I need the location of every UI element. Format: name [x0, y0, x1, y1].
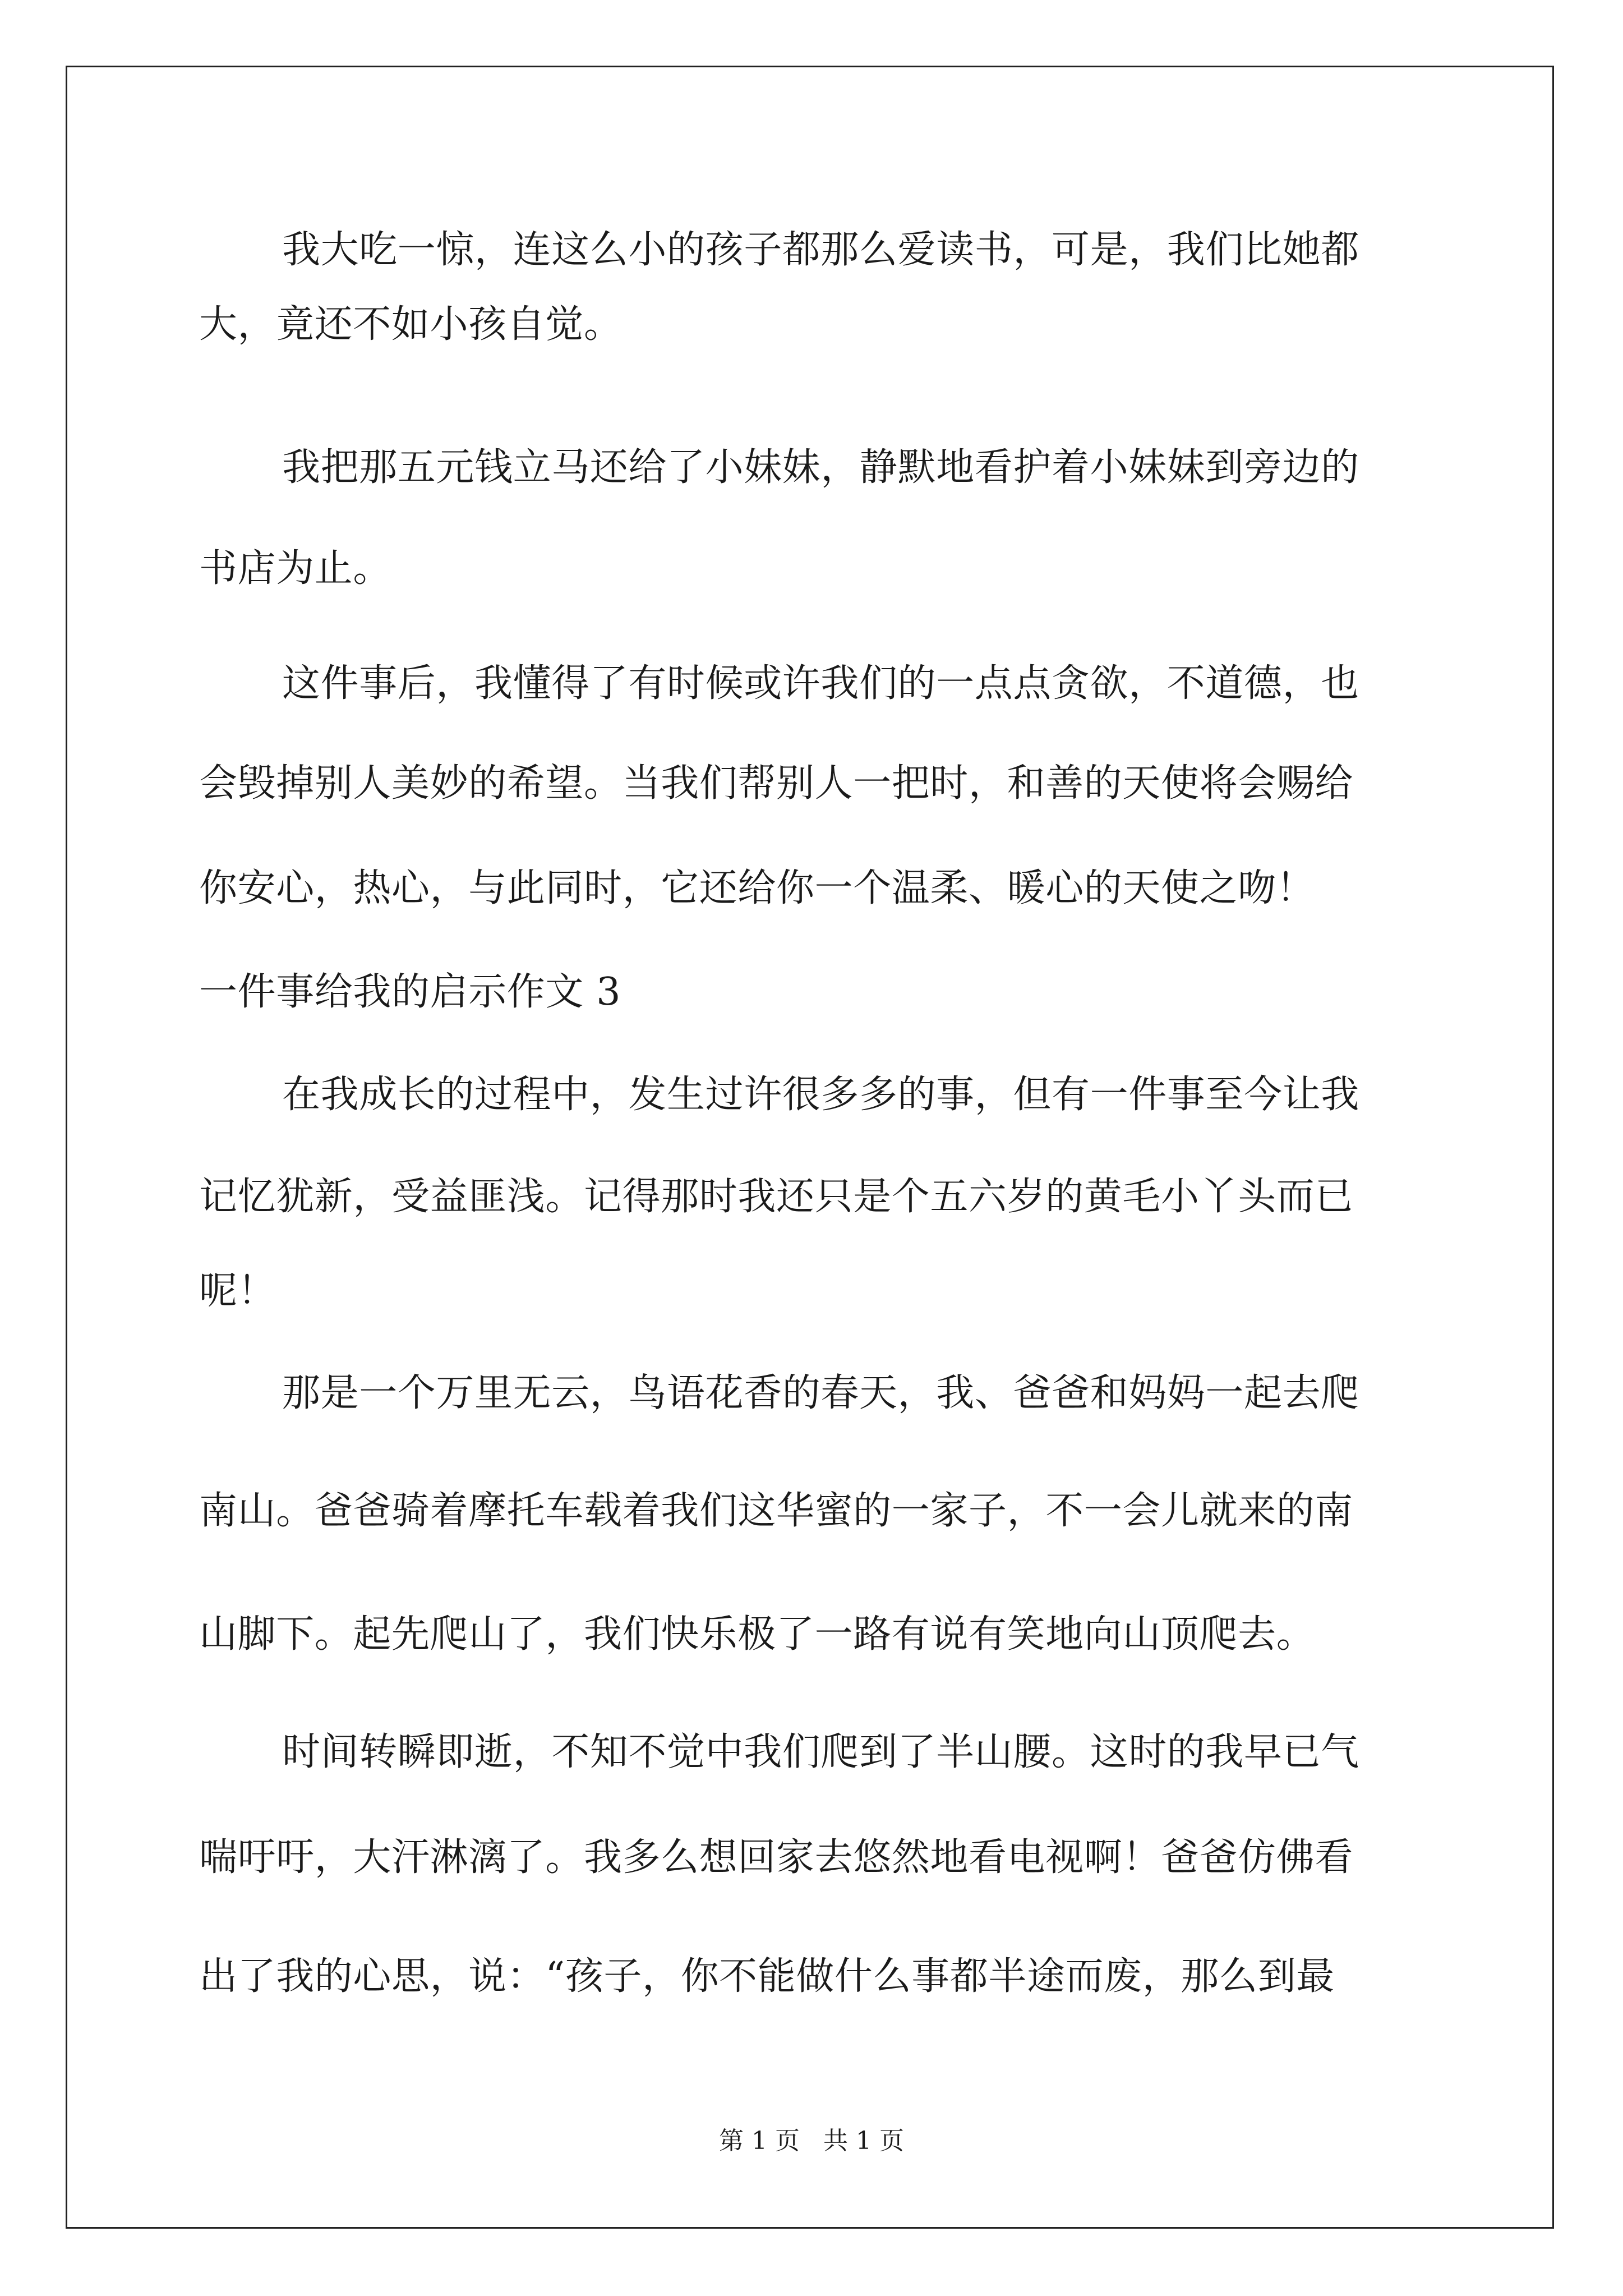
paragraph-line: 那是一个万里无云，鸟语花香的春天，我、爸爸和妈妈一起去爬 [282, 1371, 1359, 1415]
section-heading: 一件事给我的启示作文 3 [199, 970, 621, 1014]
paragraph-line: 南山。爸爸骑着摩托车载着我们这华蜜的一家子，不一会儿就来的南 [199, 1489, 1354, 1533]
paragraph-line: 你安心，热心，与此同时，它还给你一个温柔、暖心的天使之吻！ [199, 866, 1315, 910]
paragraph-line: 我大吃一惊，连这么小的孩子都那么爱读书，可是，我们比她都 [282, 228, 1359, 272]
paragraph-line: 时间转瞬即逝，不知不觉中我们爬到了半山腰。这时的我早已气 [282, 1730, 1359, 1774]
paragraph-line: 出了我的心思，说：“孩子，你不能做什么事都半途而废，那么到最 [199, 1954, 1335, 1999]
paragraph-line: 大，竟还不如小孩自觉。 [199, 302, 623, 347]
paragraph-line: 书店为止。 [199, 546, 392, 591]
page-footer: 第 1 页 共 1 页 [719, 2127, 904, 2155]
page-border [66, 66, 1554, 2229]
paragraph-line: 我把那五元钱立马还给了小妹妹，静默地看护着小妹妹到旁边的 [282, 445, 1359, 490]
paragraph-line: 这件事后，我懂得了有时候或许我们的一点点贪欲，不道德，也 [282, 661, 1359, 706]
paragraph-line: 在我成长的过程中，发生过许很多多的事，但有一件事至今让我 [282, 1073, 1359, 1117]
paragraph-line: 呢！ [199, 1269, 276, 1313]
paragraph-line: 记忆犹新，受益匪浅。记得那时我还只是个五六岁的黄毛小丫头而已 [199, 1175, 1354, 1219]
paragraph-line: 山脚下。起先爬山了，我们快乐极了一路有说有笑地向山顶爬去。 [199, 1612, 1315, 1657]
paragraph-line: 喘吁吁，大汗淋漓了。我多么想回家去悠然地看电视啊！爸爸仿佛看 [199, 1835, 1354, 1880]
paragraph-line: 会毁掉别人美妙的希望。当我们帮别人一把时，和善的天使将会赐给 [199, 761, 1354, 806]
